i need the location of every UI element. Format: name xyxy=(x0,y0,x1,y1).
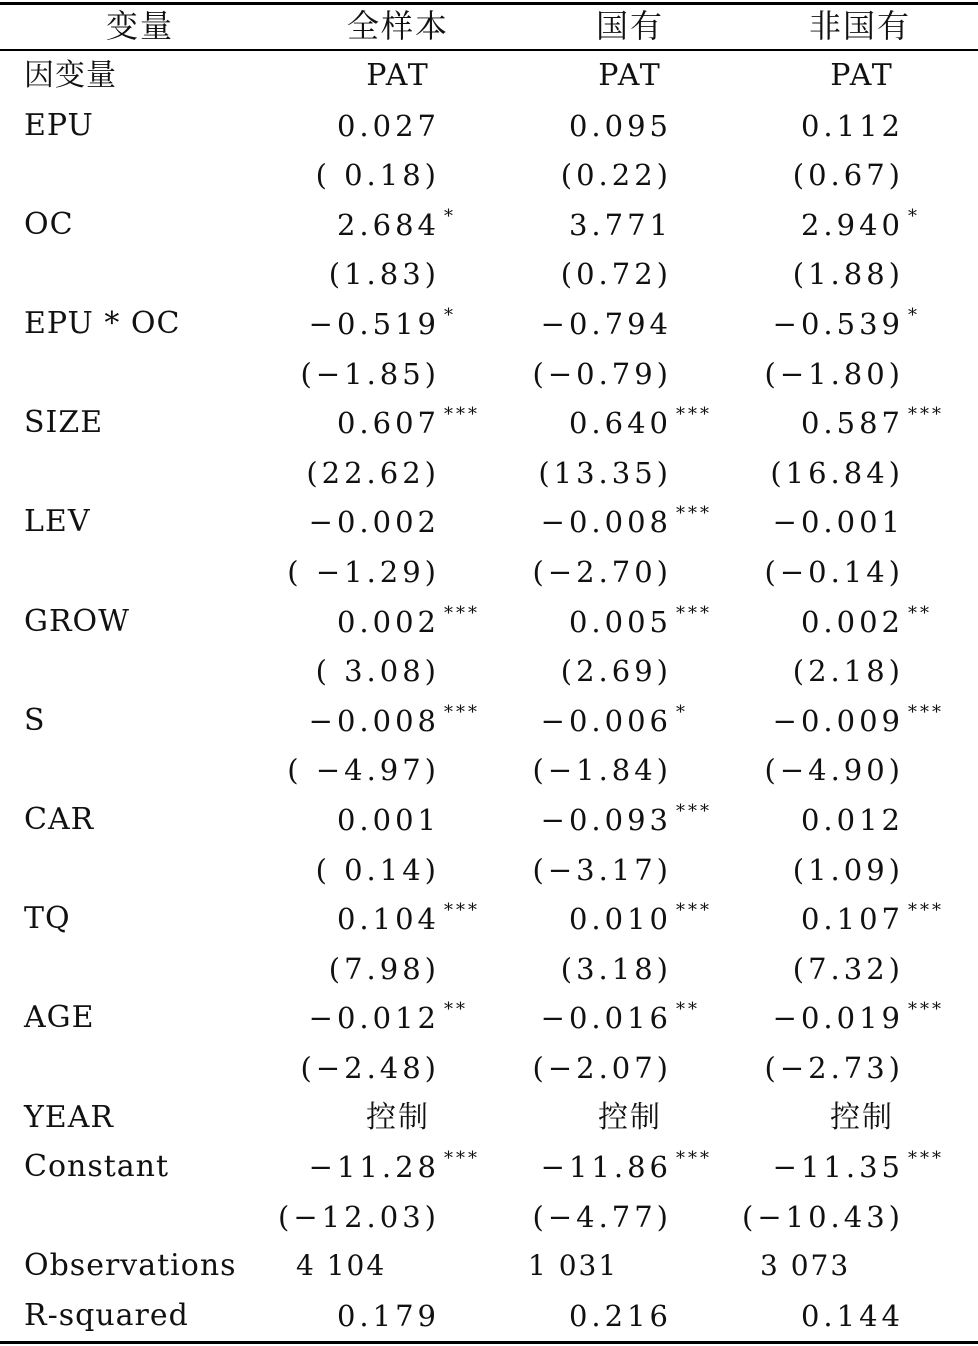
epu-tstat-non-state-owned-value: (0.67) xyxy=(792,158,904,192)
age-coef-full-sample-significance-stars: ** xyxy=(444,999,468,1020)
epu-oc-coef-non-state-owned xyxy=(684,304,920,344)
oc-tstat-non-state-owned-value: (1.88) xyxy=(792,257,904,291)
rsquared-state-owned-value: 0.216 xyxy=(568,1299,672,1333)
observations-state-owned: 1 031 xyxy=(528,1249,619,1282)
age-tstat-non-state-owned-value: (−2.73) xyxy=(764,1051,904,1085)
epu-oc-coef-non-state-owned-significance-stars: * xyxy=(908,305,920,326)
dependent-full-sample: PAT xyxy=(366,58,430,93)
oc-tstat-full-sample xyxy=(220,254,440,294)
grow-coef-non-state-owned-value: 0.002 xyxy=(800,605,904,639)
constant-coef-state-owned xyxy=(452,1147,712,1187)
age-coef-non-state-owned xyxy=(684,998,944,1038)
grow-coef-full-sample-significance-stars: *** xyxy=(444,603,480,624)
epu-oc-tstat-non-state-owned xyxy=(684,354,904,394)
grow-tstat-state-owned xyxy=(452,651,672,691)
epu-tstat-non-state-owned xyxy=(684,155,904,195)
size-coef-non-state-owned xyxy=(684,403,944,443)
lev-tstat-non-state-owned xyxy=(684,552,904,592)
age-coef-non-state-owned-value: −0.019 xyxy=(772,1001,904,1035)
epu-oc-coef-state-owned-value: −0.794 xyxy=(540,307,672,341)
s-coef-full-sample-significance-stars: *** xyxy=(444,702,480,723)
epu-oc-tstat-state-owned xyxy=(452,354,672,394)
rsquared-full-sample xyxy=(220,1296,440,1336)
size-tstat-full-sample xyxy=(220,453,440,493)
constant-coef-full-sample xyxy=(220,1147,480,1187)
constant-coef-non-state-owned xyxy=(684,1147,944,1187)
epu-coef-non-state-owned xyxy=(684,106,904,146)
grow-coef-full-sample xyxy=(220,602,480,642)
car-coef-full-sample xyxy=(220,800,440,840)
constant-coef-state-owned-value: −11.86 xyxy=(540,1150,672,1184)
size-coef-full-sample xyxy=(220,403,480,443)
table-top-rule xyxy=(0,2,978,5)
age-tstat-state-owned xyxy=(452,1048,672,1088)
grow-coef-full-sample-value: 0.002 xyxy=(336,605,440,639)
lev-coef-full-sample-value: −0.002 xyxy=(308,505,440,539)
row-label-grow: GROW xyxy=(24,604,130,639)
car-coef-full-sample-value: 0.001 xyxy=(336,803,440,837)
car-tstat-state-owned-value: (−3.17) xyxy=(532,853,672,887)
row-label-year: YEAR xyxy=(24,1100,114,1135)
row-label-rsquared: R-squared xyxy=(24,1298,189,1333)
constant-tstat-full-sample-value: (−12.03) xyxy=(278,1200,440,1234)
s-tstat-state-owned xyxy=(452,750,672,790)
tq-tstat-non-state-owned xyxy=(684,949,904,989)
constant-coef-state-owned-significance-stars: *** xyxy=(676,1148,712,1169)
epu-coef-state-owned-value: 0.095 xyxy=(568,109,672,143)
header-full-sample: 全样本 xyxy=(346,7,449,45)
tq-coef-state-owned xyxy=(452,899,712,939)
oc-tstat-full-sample-value: (1.83) xyxy=(328,257,440,291)
lev-coef-full-sample xyxy=(220,502,440,542)
s-tstat-non-state-owned-value: (−4.90) xyxy=(764,753,904,787)
car-coef-state-owned-value: −0.093 xyxy=(540,803,672,837)
observations-full-sample: 4 104 xyxy=(296,1249,387,1282)
header-state-owned: 国有 xyxy=(595,7,664,45)
constant-coef-full-sample-significance-stars: *** xyxy=(444,1148,480,1169)
oc-coef-full-sample-value: 2.684 xyxy=(336,208,440,242)
epu-tstat-full-sample xyxy=(220,155,440,195)
s-tstat-full-sample xyxy=(220,750,440,790)
oc-coef-full-sample xyxy=(220,205,456,245)
table-header-rule xyxy=(0,49,978,51)
lev-tstat-state-owned xyxy=(452,552,672,592)
constant-coef-non-state-owned-significance-stars: *** xyxy=(908,1148,944,1169)
size-coef-state-owned-value: 0.640 xyxy=(568,406,672,440)
header-variable: 变量 xyxy=(105,7,174,45)
size-coef-non-state-owned-significance-stars: *** xyxy=(908,404,944,425)
s-coef-full-sample xyxy=(220,701,480,741)
size-coef-full-sample-significance-stars: *** xyxy=(444,404,480,425)
rsquared-state-owned xyxy=(452,1296,672,1336)
epu-tstat-state-owned-value: (0.22) xyxy=(560,158,672,192)
lev-coef-state-owned-significance-stars: *** xyxy=(676,503,712,524)
grow-coef-state-owned-significance-stars: *** xyxy=(676,603,712,624)
oc-coef-non-state-owned-value: 2.940 xyxy=(800,208,904,242)
row-label-oc: OC xyxy=(24,207,74,242)
size-tstat-state-owned-value: (13.35) xyxy=(538,456,672,490)
epu-oc-coef-full-sample-significance-stars: * xyxy=(444,305,456,326)
s-coef-full-sample-value: −0.008 xyxy=(308,704,440,738)
tq-coef-full-sample-significance-stars: *** xyxy=(444,900,480,921)
constant-tstat-non-state-owned xyxy=(684,1197,904,1237)
epu-oc-coef-full-sample xyxy=(220,304,456,344)
lev-coef-non-state-owned-value: −0.001 xyxy=(772,505,904,539)
grow-tstat-full-sample xyxy=(220,651,440,691)
epu-tstat-full-sample-value: ( 0.18) xyxy=(315,158,440,192)
epu-coef-state-owned xyxy=(452,106,672,146)
car-tstat-non-state-owned xyxy=(684,850,904,890)
oc-coef-non-state-owned-significance-stars: * xyxy=(908,206,920,227)
age-coef-state-owned xyxy=(452,998,700,1038)
tq-coef-non-state-owned-significance-stars: *** xyxy=(908,900,944,921)
size-tstat-full-sample-value: (22.62) xyxy=(306,456,440,490)
dependent-state-owned: PAT xyxy=(598,58,662,93)
epu-oc-tstat-full-sample-value: (−1.85) xyxy=(300,357,440,391)
lev-tstat-full-sample-value: ( −1.29) xyxy=(287,555,440,589)
size-coef-non-state-owned-value: 0.587 xyxy=(800,406,904,440)
row-label-dependent: 因变量 xyxy=(24,58,117,93)
row-label-age: AGE xyxy=(24,1000,95,1035)
age-coef-non-state-owned-significance-stars: *** xyxy=(908,999,944,1020)
tq-coef-state-owned-value: 0.010 xyxy=(568,902,672,936)
row-label-size: SIZE xyxy=(24,405,104,440)
s-tstat-full-sample-value: ( −4.97) xyxy=(287,753,440,787)
tq-coef-non-state-owned-value: 0.107 xyxy=(800,902,904,936)
rsquared-non-state-owned-value: 0.144 xyxy=(800,1299,904,1333)
constant-tstat-state-owned xyxy=(452,1197,672,1237)
size-tstat-non-state-owned-value: (16.84) xyxy=(770,456,904,490)
age-tstat-non-state-owned xyxy=(684,1048,904,1088)
s-coef-state-owned xyxy=(452,701,688,741)
age-coef-full-sample-value: −0.012 xyxy=(308,1001,440,1035)
car-coef-non-state-owned xyxy=(684,800,904,840)
grow-coef-non-state-owned xyxy=(684,602,932,642)
tq-tstat-state-owned-value: (3.18) xyxy=(560,952,672,986)
size-coef-state-owned-significance-stars: *** xyxy=(676,404,712,425)
tq-coef-non-state-owned xyxy=(684,899,944,939)
s-tstat-state-owned-value: (−1.84) xyxy=(532,753,672,787)
epu-oc-tstat-full-sample xyxy=(220,354,440,394)
car-coef-state-owned xyxy=(452,800,712,840)
tq-tstat-non-state-owned-value: (7.32) xyxy=(792,952,904,986)
constant-coef-non-state-owned-value: −11.35 xyxy=(772,1150,904,1184)
size-coef-state-owned xyxy=(452,403,712,443)
year-non-state-owned: 控制 xyxy=(830,1100,894,1135)
s-coef-state-owned-significance-stars: * xyxy=(676,702,688,723)
row-label-tq: TQ xyxy=(24,901,71,936)
epu-coef-non-state-owned-value: 0.112 xyxy=(800,109,904,143)
car-tstat-state-owned xyxy=(452,850,672,890)
constant-tstat-state-owned-value: (−4.77) xyxy=(532,1200,672,1234)
lev-coef-state-owned-value: −0.008 xyxy=(540,505,672,539)
oc-coef-full-sample-significance-stars: * xyxy=(444,206,456,227)
lev-coef-non-state-owned xyxy=(684,502,904,542)
row-label-lev: LEV xyxy=(24,504,91,539)
tq-tstat-state-owned xyxy=(452,949,672,989)
age-tstat-state-owned-value: (−2.07) xyxy=(532,1051,672,1085)
oc-tstat-state-owned xyxy=(452,254,672,294)
lev-tstat-full-sample xyxy=(220,552,440,592)
epu-oc-tstat-state-owned-value: (−0.79) xyxy=(532,357,672,391)
lev-tstat-state-owned-value: (−2.70) xyxy=(532,555,672,589)
s-tstat-non-state-owned xyxy=(684,750,904,790)
epu-oc-coef-full-sample-value: −0.519 xyxy=(308,307,440,341)
row-label-observations: Observations xyxy=(24,1248,237,1283)
epu-tstat-state-owned xyxy=(452,155,672,195)
grow-tstat-non-state-owned-value: (2.18) xyxy=(792,654,904,688)
car-tstat-full-sample-value: ( 0.14) xyxy=(315,853,440,887)
constant-coef-full-sample-value: −11.28 xyxy=(308,1150,440,1184)
grow-coef-non-state-owned-significance-stars: ** xyxy=(908,603,932,624)
oc-coef-non-state-owned xyxy=(684,205,920,245)
car-coef-non-state-owned-value: 0.012 xyxy=(800,803,904,837)
epu-oc-tstat-non-state-owned-value: (−1.80) xyxy=(764,357,904,391)
size-coef-full-sample-value: 0.607 xyxy=(336,406,440,440)
row-label-epu-oc: EPU * OC xyxy=(24,306,181,341)
oc-tstat-state-owned-value: (0.72) xyxy=(560,257,672,291)
size-tstat-non-state-owned xyxy=(684,453,904,493)
table-bottom-rule xyxy=(0,1341,978,1344)
epu-coef-full-sample-value: 0.027 xyxy=(336,109,440,143)
age-tstat-full-sample xyxy=(220,1048,440,1088)
year-full-sample: 控制 xyxy=(366,1100,430,1135)
car-tstat-full-sample xyxy=(220,850,440,890)
age-tstat-full-sample-value: (−2.48) xyxy=(300,1051,440,1085)
tq-tstat-full-sample xyxy=(220,949,440,989)
constant-tstat-non-state-owned-value: (−10.43) xyxy=(742,1200,904,1234)
oc-coef-state-owned-value: 3.771 xyxy=(568,208,672,242)
s-coef-state-owned-value: −0.006 xyxy=(540,704,672,738)
s-coef-non-state-owned xyxy=(684,701,944,741)
tq-tstat-full-sample-value: (7.98) xyxy=(328,952,440,986)
header-non-state-owned: 非国有 xyxy=(808,7,911,45)
car-tstat-non-state-owned-value: (1.09) xyxy=(792,853,904,887)
oc-tstat-non-state-owned xyxy=(684,254,904,294)
epu-oc-coef-non-state-owned-value: −0.539 xyxy=(772,307,904,341)
lev-tstat-non-state-owned-value: (−0.14) xyxy=(764,555,904,589)
grow-tstat-non-state-owned xyxy=(684,651,904,691)
row-label-epu: EPU xyxy=(24,108,94,143)
grow-coef-state-owned xyxy=(452,602,712,642)
age-coef-state-owned-value: −0.016 xyxy=(540,1001,672,1035)
lev-coef-state-owned xyxy=(452,502,712,542)
oc-coef-state-owned xyxy=(452,205,672,245)
row-label-constant: Constant xyxy=(24,1149,170,1184)
age-coef-full-sample xyxy=(220,998,468,1038)
observations-non-state-owned: 3 073 xyxy=(760,1249,851,1282)
size-tstat-state-owned xyxy=(452,453,672,493)
rsquared-non-state-owned xyxy=(684,1296,904,1336)
tq-coef-full-sample-value: 0.104 xyxy=(336,902,440,936)
s-coef-non-state-owned-value: −0.009 xyxy=(772,704,904,738)
dependent-non-state-owned: PAT xyxy=(830,58,894,93)
tq-coef-state-owned-significance-stars: *** xyxy=(676,900,712,921)
age-coef-state-owned-significance-stars: ** xyxy=(676,999,700,1020)
car-coef-state-owned-significance-stars: *** xyxy=(676,801,712,822)
constant-tstat-full-sample xyxy=(220,1197,440,1237)
grow-tstat-full-sample-value: ( 3.08) xyxy=(315,654,440,688)
grow-coef-state-owned-value: 0.005 xyxy=(568,605,672,639)
rsquared-full-sample-value: 0.179 xyxy=(336,1299,440,1333)
row-label-car: CAR xyxy=(24,802,95,837)
year-state-owned: 控制 xyxy=(598,1100,662,1135)
row-label-s: S xyxy=(24,703,46,738)
s-coef-non-state-owned-significance-stars: *** xyxy=(908,702,944,723)
tq-coef-full-sample xyxy=(220,899,480,939)
grow-tstat-state-owned-value: (2.69) xyxy=(560,654,672,688)
epu-coef-full-sample xyxy=(220,106,440,146)
epu-oc-coef-state-owned xyxy=(452,304,672,344)
